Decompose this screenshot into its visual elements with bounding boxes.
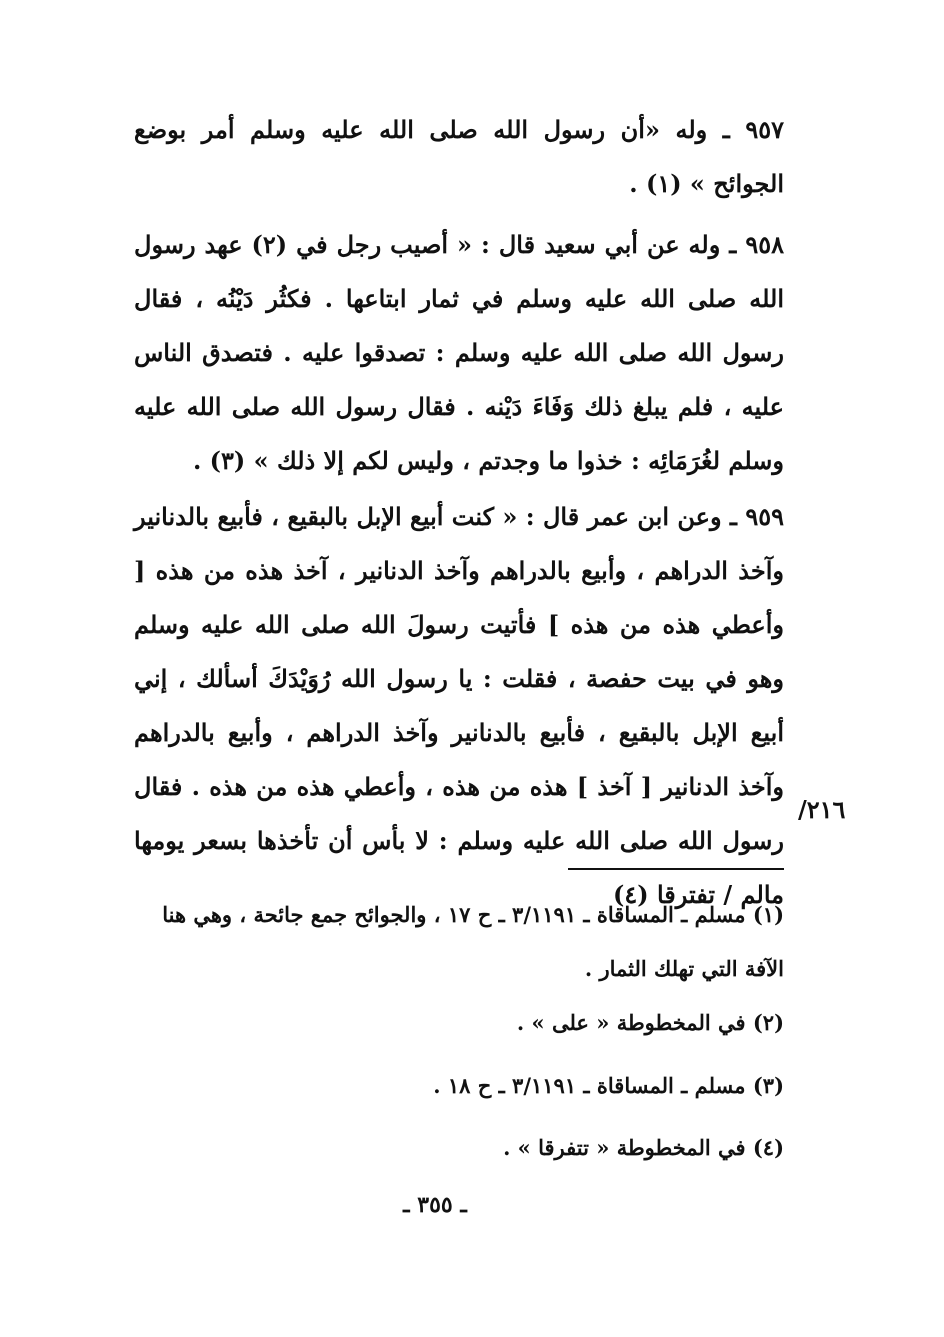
hadith-text: ـ وعن ابن عمر قال : « كنت أبيع الإبل بالبقيع ، فأبيع بالدنانير وآخذ الدراهم ، وأبيع بالدراهم وآخذ الدنانير ، آخذ هذه من هذه [ وأعطي هذه من هذه ] فأتيت رسولَ الله صلى الله عليه وسلم وهو في بيت حفصة ، فقلت : يا رسول الله رُوَيْدَكَ أسألك ، إني أبيع الإبل بالبقيع ، فأبيع بالدنانير وآخذ الدراهم ، وأبيع بالدراهم وآخذ الدنانير [ آخذ ] هذه من هذه ، وأعطي هذه من هذه . فقال رسول الله صلى الله عليه وسلم : لا بأس أن تأخذها بسعر يومها مالم / تفترقا (٤) (134, 502, 784, 909)
hadith-959-paragraph (134, 490, 784, 922)
hadith-number: ٩٥٨ (745, 230, 784, 259)
footnote-4: (٤) في المخطوطة « تتفرقا » . (503, 1135, 784, 1160)
hadith-957-paragraph (134, 103, 784, 211)
hadith-958-paragraph (134, 218, 784, 488)
hadith-number: ٩٥٩ (745, 502, 784, 531)
hadith-text: ـ وله «أن رسول الله صلى الله عليه وسلم أمر بوضع الجوائح » (١) . (134, 115, 784, 198)
hadith-number: ٩٥٧ (745, 115, 784, 144)
page-number: ـ ٣٥٥ ـ (403, 1192, 467, 1218)
footnote-2: (٢) في المخطوطة « على » . (516, 1010, 784, 1035)
footnote-separator (568, 868, 784, 870)
footnote-3: (٣) مسلم ـ المساقاة ـ ٣/١١٩١ ـ ح ١٨ . (433, 1073, 784, 1098)
hadith-text: ـ وله عن أبي سعيد قال : « أصيب رجل في (٢) عهد رسول الله صلى الله عليه وسلم في ثمار ابتاعها . فكثُر دَيْنُه ، فقال رسول الله صلى الله عليه وسلم : تصدقوا عليه . فتصدق الناس عليه ، فلم يبلغ ذلك وَفَاءَ دَيْنه . فقال رسول الله صلى الله عليه وسلم لغُرَمَائِه : خذوا ما وجدتم ، وليس لكم إلا ذلك » (٣) . (134, 230, 784, 475)
manuscript-folio-marker: ٢١٦/ (798, 795, 846, 824)
footnote-1: (١) مسلم ـ المساقاة ـ ٣/١١٩١ ـ ح ١٧ ، والجوائح جمع جائحة ، وهي هنا الآفة التي تهلك الثمار . (162, 902, 784, 981)
